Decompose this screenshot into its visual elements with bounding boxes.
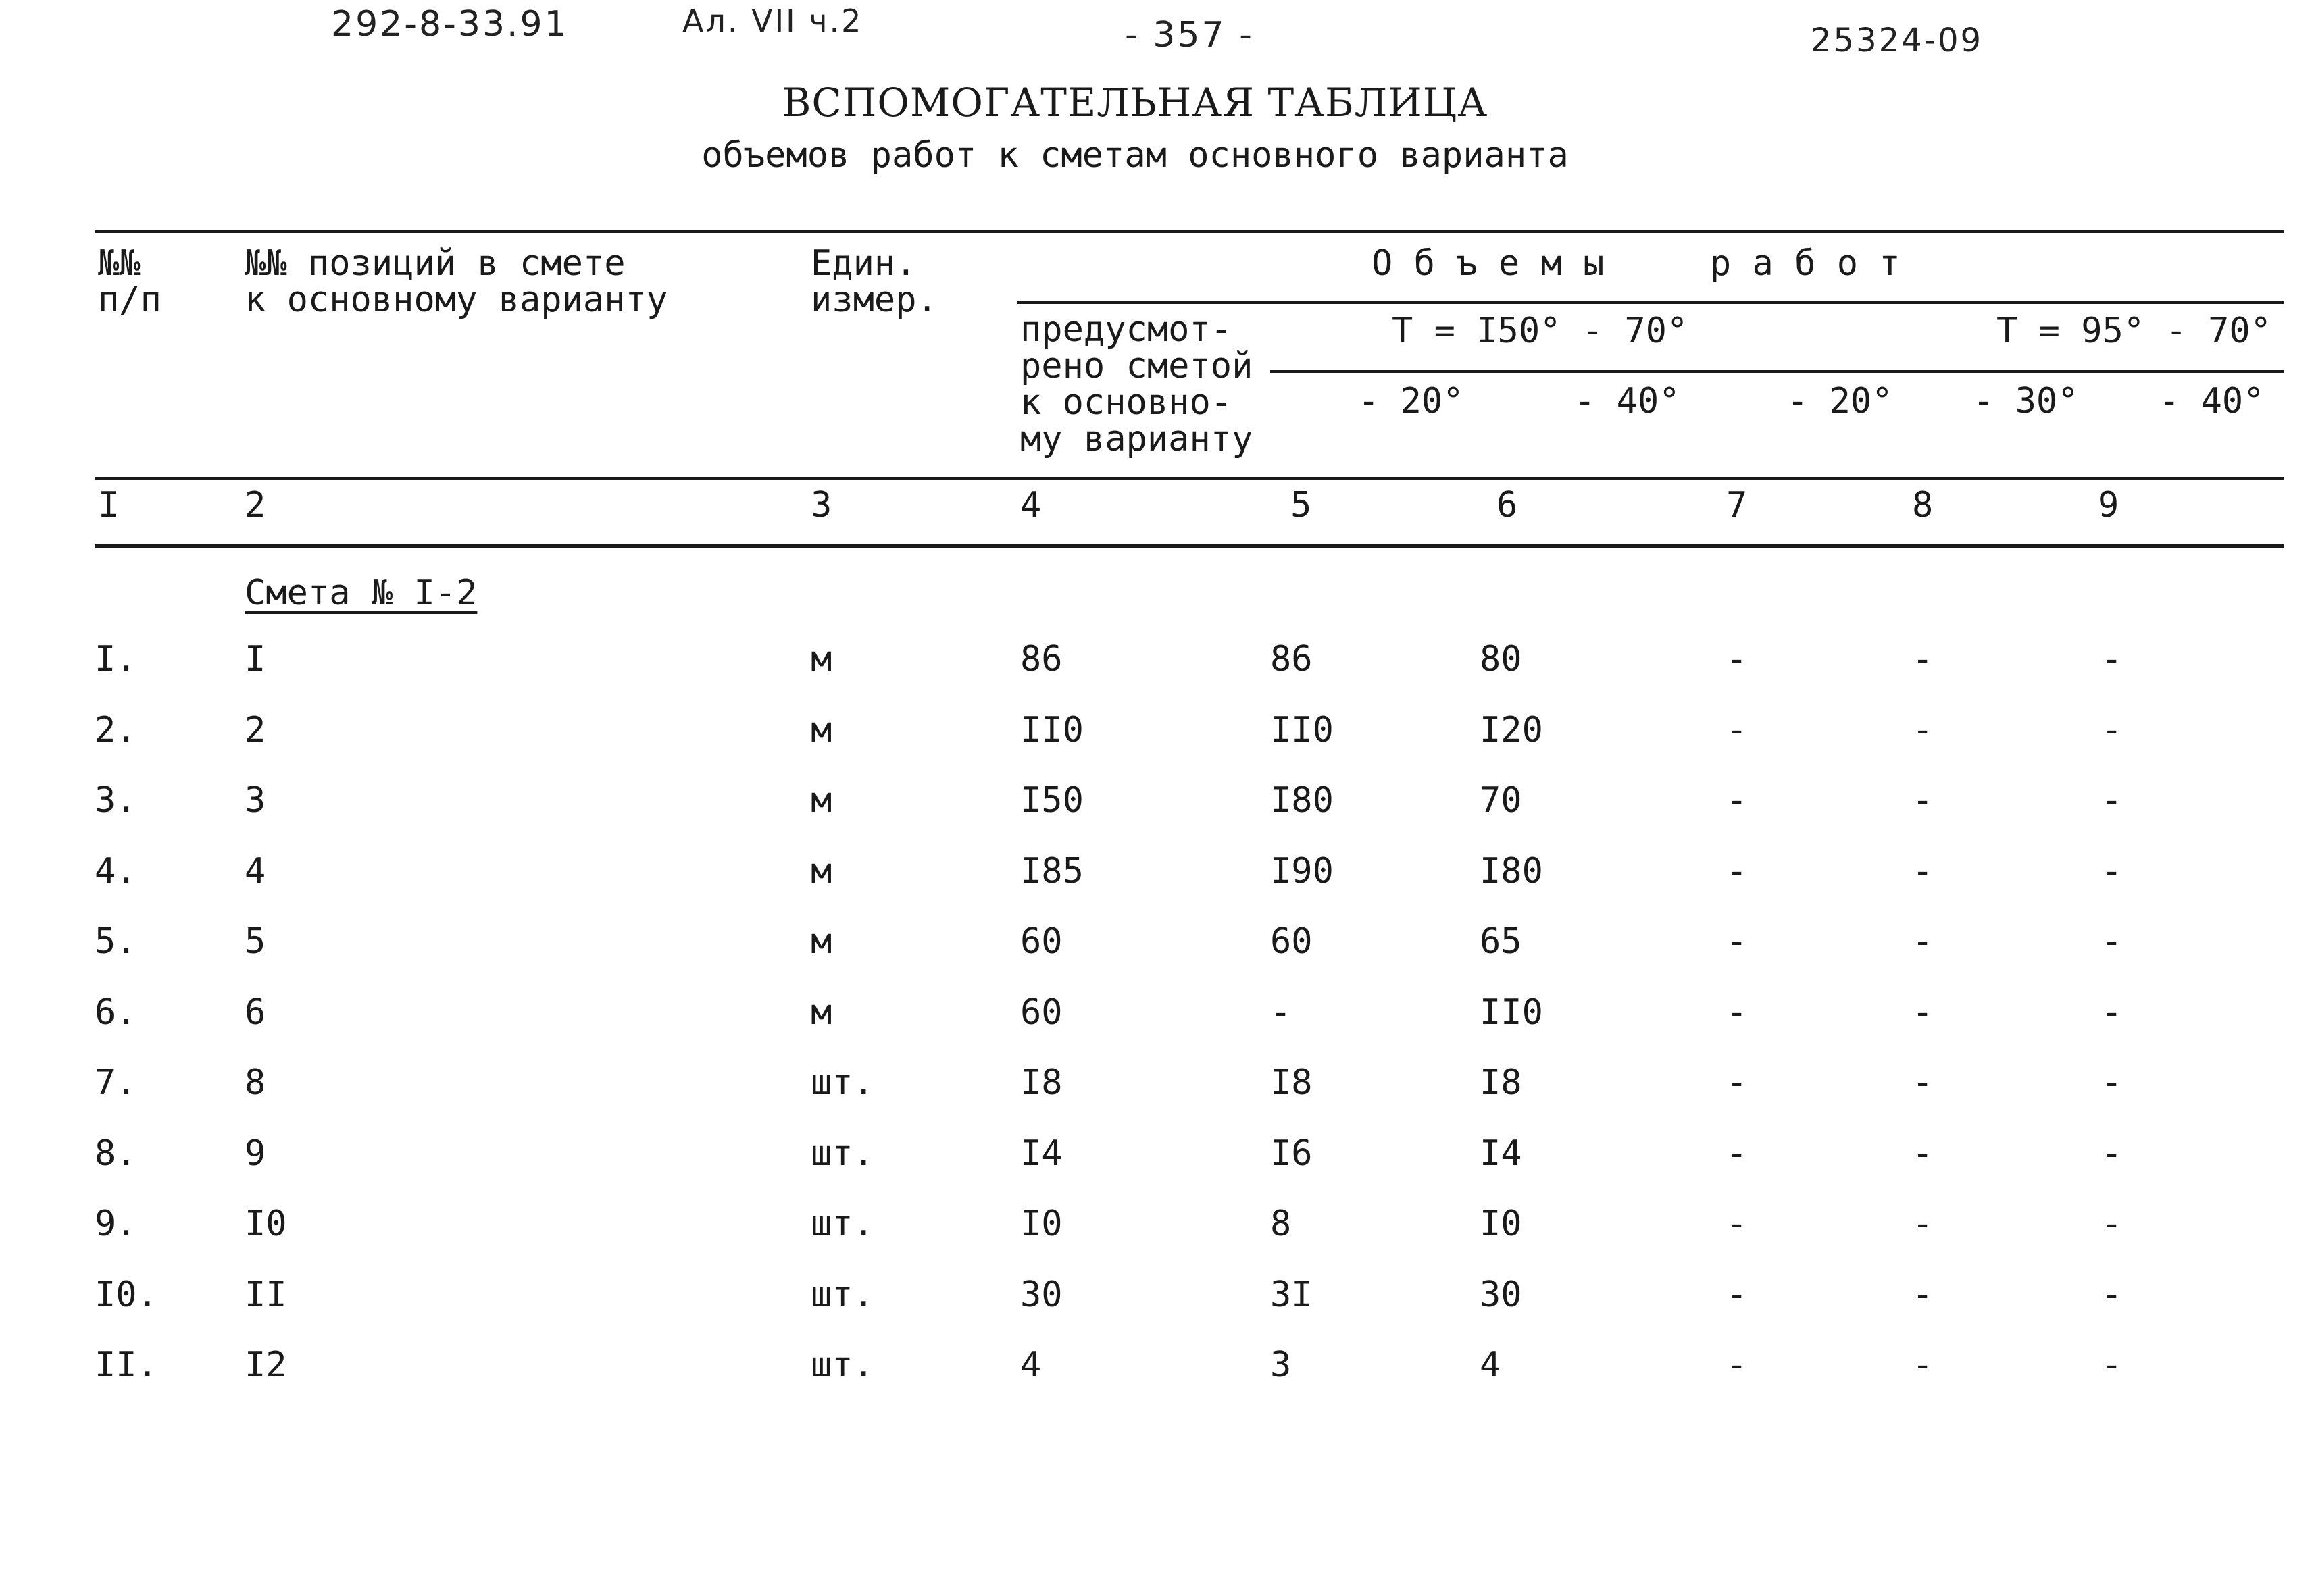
cell-col8: - xyxy=(1912,1062,1934,1103)
cell-unit: шт. xyxy=(811,1133,874,1174)
cell-row-number: II. xyxy=(95,1345,158,1385)
cell-col7: - xyxy=(1726,921,1748,962)
column-number: 5 xyxy=(1290,485,1312,525)
cell-row-number: I. xyxy=(95,639,137,679)
cell-col8: - xyxy=(1912,1345,1934,1385)
cell-col6: I0 xyxy=(1480,1204,1522,1244)
cell-col4: 4 xyxy=(1020,1345,1042,1385)
column-number: 8 xyxy=(1912,485,1934,525)
cell-col8: - xyxy=(1912,1204,1934,1244)
header-col4-line1: предусмот- xyxy=(1020,309,1232,350)
cell-unit: м xyxy=(811,851,832,892)
cell-unit: шт. xyxy=(811,1062,874,1103)
header-sub6: - 40° xyxy=(1574,381,1680,421)
cell-unit: м xyxy=(811,780,832,821)
cell-col5: II0 xyxy=(1270,710,1334,750)
cell-row-number: 9. xyxy=(95,1204,137,1244)
cell-col5: I80 xyxy=(1270,780,1334,821)
header-sub7: - 20° xyxy=(1787,381,1893,421)
cell-col6: 65 xyxy=(1480,921,1522,962)
cell-position: 8 xyxy=(245,1062,266,1103)
cell-col7: - xyxy=(1726,780,1748,821)
cell-col4: I8 xyxy=(1020,1062,1063,1103)
cell-col8: - xyxy=(1912,992,1934,1033)
header-col4-line4: му варианту xyxy=(1020,419,1253,459)
cell-col8: - xyxy=(1912,1133,1934,1174)
cell-position: II xyxy=(245,1275,287,1315)
cell-col7: - xyxy=(1726,1204,1748,1244)
cell-col4: 60 xyxy=(1020,921,1063,962)
cell-col4: I4 xyxy=(1020,1133,1063,1174)
table-top-rule xyxy=(95,230,2284,233)
column-number: 2 xyxy=(245,485,266,525)
cell-position: 9 xyxy=(245,1133,266,1174)
cell-position: 4 xyxy=(245,851,266,892)
header-col4-line2: рено сметой xyxy=(1020,346,1253,386)
cell-unit: м xyxy=(811,992,832,1033)
header-volumes-group: О б ъ е м ы р а б о т xyxy=(1372,243,1901,284)
cell-col5: 3 xyxy=(1270,1345,1292,1385)
column-number: 6 xyxy=(1496,485,1518,525)
cell-col8: - xyxy=(1912,780,1934,821)
cell-col7: - xyxy=(1726,851,1748,892)
cell-col5: I6 xyxy=(1270,1133,1313,1174)
cell-col9: - xyxy=(2101,921,2123,962)
album-label: Ал. VII ч.2 xyxy=(682,3,863,39)
cell-col9: - xyxy=(2101,851,2123,892)
cell-unit: м xyxy=(811,921,832,962)
cell-position: I0 xyxy=(245,1204,287,1244)
cell-col8: - xyxy=(1912,1275,1934,1315)
cell-unit: шт. xyxy=(811,1204,874,1244)
header-sub9: - 40° xyxy=(2159,381,2265,421)
header-col2-line2: к основному варианту xyxy=(245,280,668,320)
cell-position: 3 xyxy=(245,780,266,821)
cell-col6: II0 xyxy=(1480,992,1543,1033)
cell-col5: 8 xyxy=(1270,1204,1292,1244)
column-numbers-rule xyxy=(95,544,2284,548)
cell-col7: - xyxy=(1726,992,1748,1033)
cell-col7: - xyxy=(1726,1345,1748,1385)
cell-col4: I85 xyxy=(1020,851,1084,892)
cell-col6: 30 xyxy=(1480,1275,1522,1315)
cell-col9: - xyxy=(2101,780,2123,821)
cell-col7: - xyxy=(1726,1062,1748,1103)
header-col4-line3: к основно- xyxy=(1020,382,1232,423)
header-sub8: - 30° xyxy=(1973,381,2079,421)
page-title: ВСПОМОГАТЕЛЬНАЯ ТАБЛИЦА xyxy=(782,80,1488,126)
cell-col5: - xyxy=(1270,992,1292,1033)
cell-row-number: 8. xyxy=(95,1133,137,1174)
cell-col9: - xyxy=(2101,992,2123,1033)
column-number: 3 xyxy=(811,485,832,525)
cell-row-number: 4. xyxy=(95,851,137,892)
cell-col6: 4 xyxy=(1480,1345,1501,1385)
cell-col9: - xyxy=(2101,1062,2123,1103)
cell-row-number: I0. xyxy=(95,1275,158,1315)
header-sub5: - 20° xyxy=(1358,381,1464,421)
header-t-group2: Т = 95° - 70° xyxy=(1996,311,2271,351)
cell-col6: I8 xyxy=(1480,1062,1522,1103)
header-col2-line1: №№ позиций в смете xyxy=(245,243,626,284)
cell-col9: - xyxy=(2101,1275,2123,1315)
column-number: 7 xyxy=(1726,485,1748,525)
page-subtitle: объемов работ к сметам основного варианта xyxy=(701,135,1569,176)
cell-row-number: 7. xyxy=(95,1062,137,1103)
cell-col6: 80 xyxy=(1480,639,1522,679)
header-col3-line1: Един. xyxy=(811,243,917,284)
cell-col8: - xyxy=(1912,851,1934,892)
column-number: I xyxy=(98,485,120,525)
cell-col8: - xyxy=(1912,921,1934,962)
column-number: 9 xyxy=(2098,485,2119,525)
cell-col5: 3I xyxy=(1270,1275,1313,1315)
cell-col5: I8 xyxy=(1270,1062,1313,1103)
cell-col9: - xyxy=(2101,639,2123,679)
cell-unit: м xyxy=(811,639,832,679)
cell-col9: - xyxy=(2101,1133,2123,1174)
cell-col6: I4 xyxy=(1480,1133,1522,1174)
page-number: - 357 - xyxy=(1125,15,1254,55)
doc-code: 292-8-33.91 xyxy=(331,4,569,45)
header-col1-line1: №№ xyxy=(98,243,141,284)
cell-col4: I0 xyxy=(1020,1204,1063,1244)
section-title: Смета № I-2 xyxy=(245,573,478,613)
header-t-group1: Т = I50° - 70° xyxy=(1392,311,1688,351)
cell-col4: 30 xyxy=(1020,1275,1063,1315)
cell-col4: II0 xyxy=(1020,710,1084,750)
cell-col4: I50 xyxy=(1020,780,1084,821)
column-number: 4 xyxy=(1020,485,1042,525)
cell-col9: - xyxy=(2101,710,2123,750)
cell-row-number: 6. xyxy=(95,992,137,1033)
cell-position: 5 xyxy=(245,921,266,962)
group-rule xyxy=(1017,301,2284,304)
cell-unit: шт. xyxy=(811,1275,874,1315)
cell-position: 2 xyxy=(245,710,266,750)
cell-col4: 60 xyxy=(1020,992,1063,1033)
cell-col8: - xyxy=(1912,710,1934,750)
cell-col4: 86 xyxy=(1020,639,1063,679)
header-bottom-rule xyxy=(95,477,2284,480)
cell-position: I xyxy=(245,639,266,679)
cell-col6: I20 xyxy=(1480,710,1543,750)
inventory-number: 25324-09 xyxy=(1811,22,1984,59)
cell-row-number: 3. xyxy=(95,780,137,821)
t-group-rule xyxy=(1270,370,2284,373)
header-col3-line2: измер. xyxy=(811,280,938,320)
cell-row-number: 5. xyxy=(95,921,137,962)
cell-col9: - xyxy=(2101,1345,2123,1385)
cell-unit: шт. xyxy=(811,1345,874,1385)
cell-position: I2 xyxy=(245,1345,287,1385)
header-col1-line2: п/п xyxy=(98,280,161,320)
cell-col6: I80 xyxy=(1480,851,1543,892)
cell-unit: м xyxy=(811,710,832,750)
cell-col8: - xyxy=(1912,639,1934,679)
cell-col5: 86 xyxy=(1270,639,1313,679)
cell-col5: I90 xyxy=(1270,851,1334,892)
cell-col9: - xyxy=(2101,1204,2123,1244)
cell-position: 6 xyxy=(245,992,266,1033)
cell-col5: 60 xyxy=(1270,921,1313,962)
cell-col6: 70 xyxy=(1480,780,1522,821)
cell-col7: - xyxy=(1726,1275,1748,1315)
cell-row-number: 2. xyxy=(95,710,137,750)
cell-col7: - xyxy=(1726,710,1748,750)
cell-col7: - xyxy=(1726,1133,1748,1174)
cell-col7: - xyxy=(1726,639,1748,679)
